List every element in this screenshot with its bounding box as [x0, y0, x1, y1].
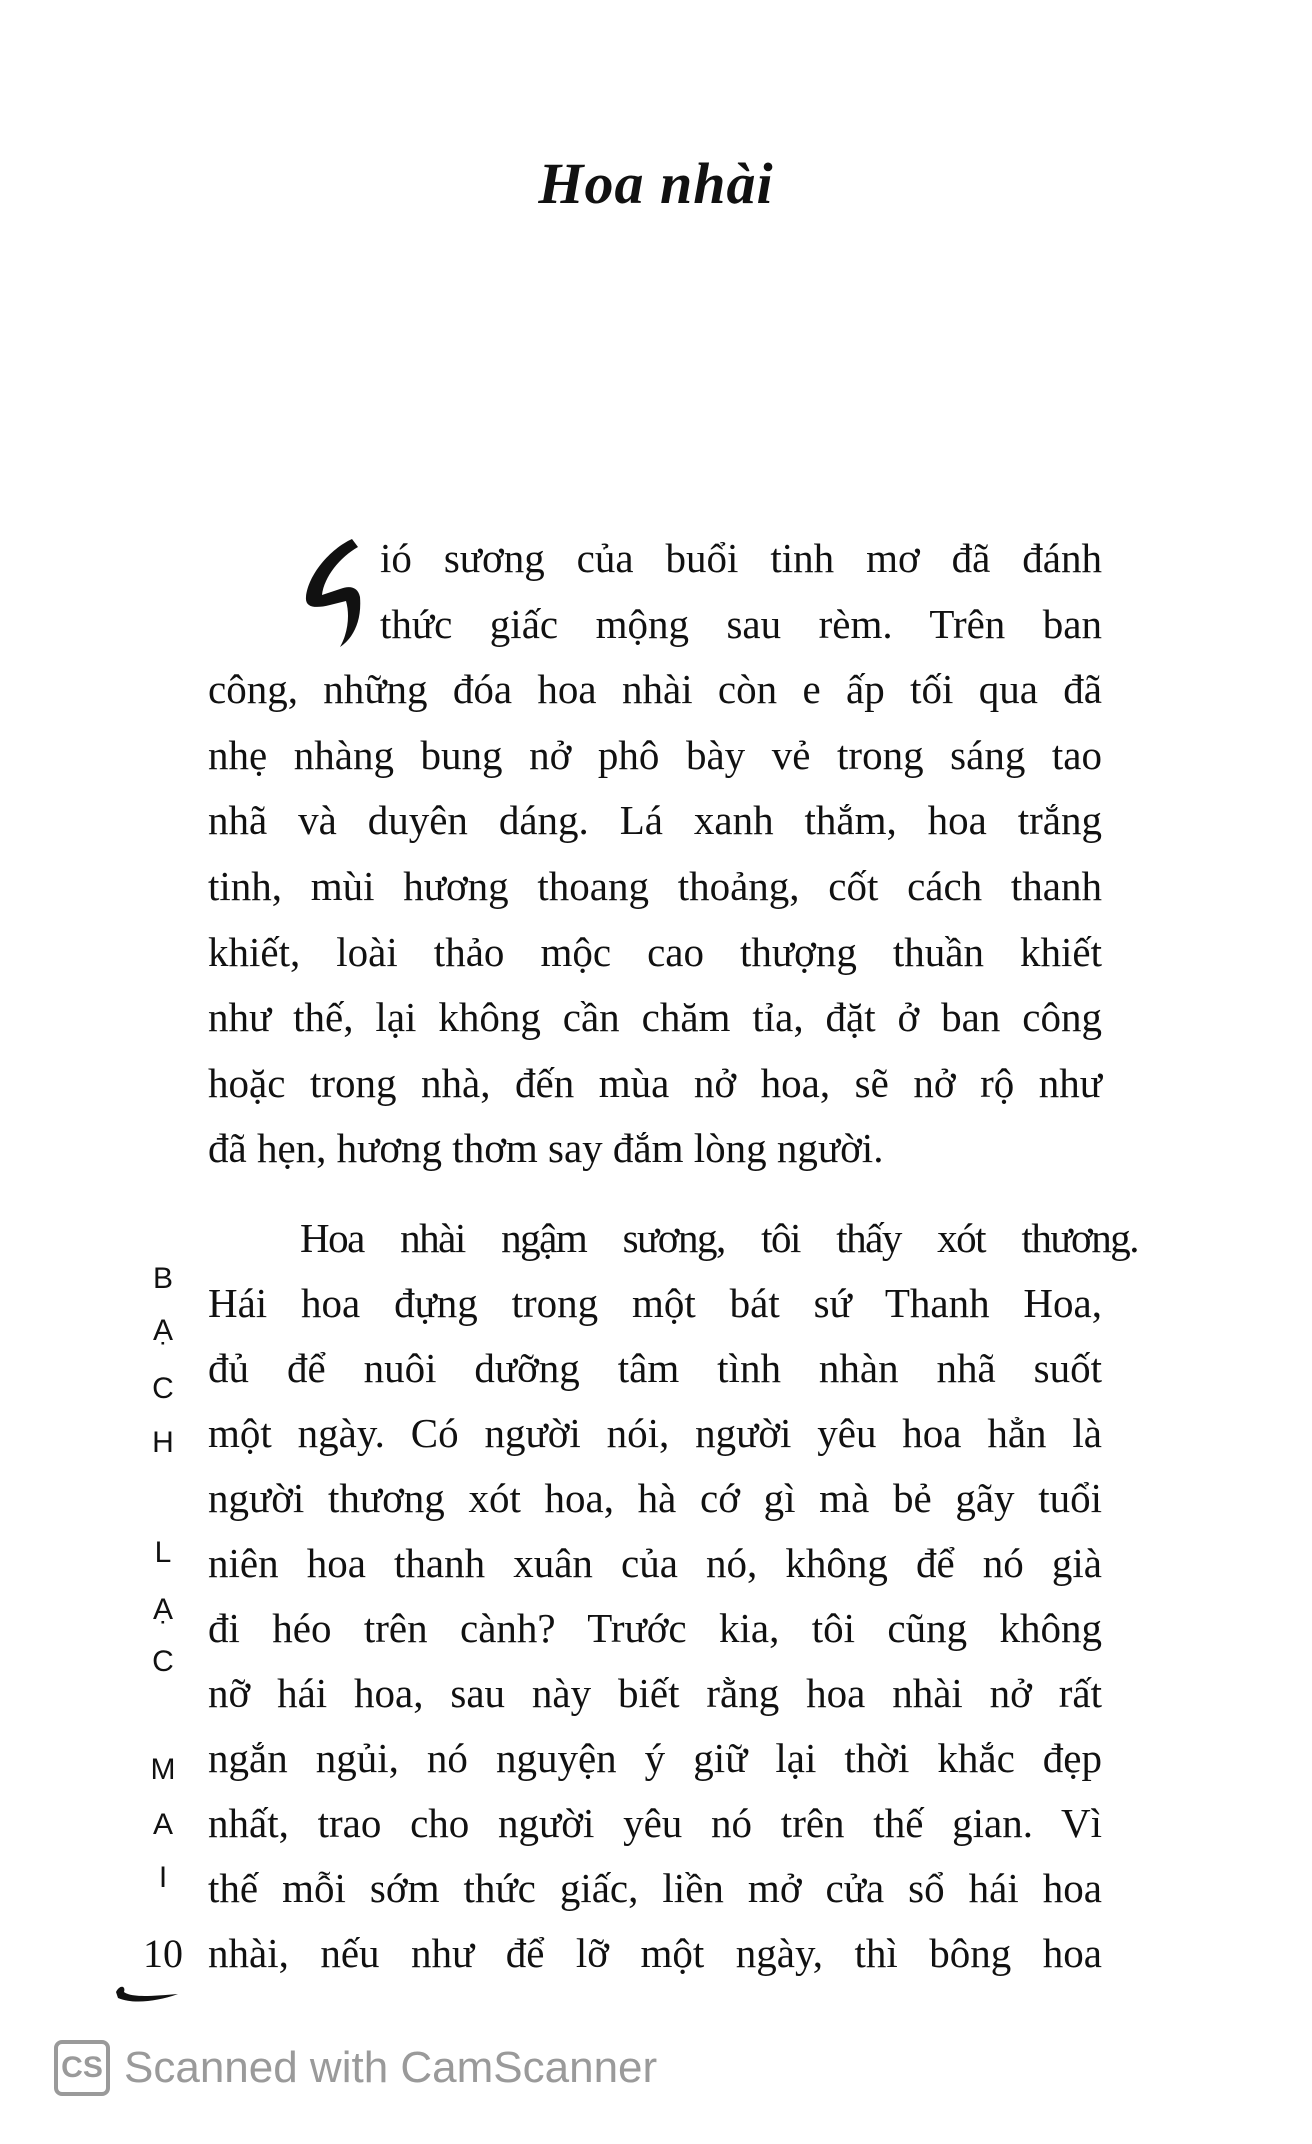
side-letter: A [152, 1808, 173, 1841]
text-line: nhất, trao cho người yêu nó trên thế gian. Vì [208, 1800, 1102, 1846]
camscanner-watermark [54, 2040, 657, 2096]
side-letter: Ạ [152, 1314, 173, 1347]
text-line: công, những đóa hoa nhài còn e ấp tối qua đã [208, 666, 1102, 713]
text-line: nhã và duyên dáng. Lá xanh thắm, hoa trắng [208, 797, 1102, 844]
watermark-text: Scanned with CamScanner [124, 2043, 658, 2092]
text-line: niên hoa thanh xuân của nó, không để nó già [208, 1540, 1102, 1586]
text-line: hoặc trong nhà, đến mùa nở hoa, sẽ nở rộ như [208, 1059, 1102, 1106]
text-line: ió sương của buổi tinh mơ đã đánh [380, 535, 1102, 581]
swash-ornament [112, 1982, 182, 2006]
side-letter: H [152, 1426, 174, 1459]
text-line: đi héo trên cành? Trước kia, tôi cũng không [208, 1605, 1102, 1651]
text-line: ngắn ngủi, nó nguyện ý giữ lại thời khắc đẹp [208, 1735, 1102, 1781]
text-line: Hoa nhài ngậm sương, tôi thấy xót thương. [300, 1215, 1138, 1261]
drop-cap-g [300, 535, 380, 655]
text-line: một ngày. Có người nói, người yêu hoa hẳn là [208, 1410, 1102, 1456]
side-letter: L [154, 1536, 172, 1569]
text-line: thế mỗi sớm thức giấc, liền mở cửa sổ hái hoa [208, 1865, 1102, 1911]
text-line: đã hẹn, hương thơm say đắm lòng người. [208, 1125, 884, 1172]
side-letter: M [150, 1753, 176, 1786]
page-number: 10 [143, 1931, 183, 1976]
text-line: như thế, lại không cần chăm tỉa, đặt ở ban công [208, 994, 1102, 1041]
side-letter: B [152, 1262, 173, 1295]
camscanner-logo-icon: CS [54, 2040, 110, 2096]
side-letter: I [158, 1861, 168, 1894]
text-line: nỡ hái hoa, sau này biết rằng hoa nhài nở rất [208, 1670, 1102, 1716]
text-line: thức giấc mộng sau rèm. Trên ban [380, 600, 1102, 647]
side-letter: C [152, 1645, 174, 1678]
page-title: Hoa nhài [538, 151, 774, 216]
text-line: người thương xót hoa, hà cớ gì mà bẻ gãy tuổi [208, 1475, 1102, 1521]
side-letter: C [152, 1372, 174, 1405]
text-line: tinh, mùi hương thoang thoảng, cốt cách thanh [208, 863, 1102, 909]
text-line: khiết, loài thảo mộc cao thượng thuần khiết [208, 928, 1102, 975]
side-letter: Ạ [152, 1593, 173, 1626]
text-line: Hái hoa đựng trong một bát sứ Thanh Hoa, [208, 1280, 1102, 1326]
text-line: nhài, nếu như để lỡ một ngày, thì bông hoa [208, 1930, 1102, 1976]
text-line: đủ để nuôi dưỡng tâm tình nhàn nhã suốt [208, 1345, 1102, 1391]
text-line: nhẹ nhàng bung nở phô bày vẻ trong sáng tao [208, 731, 1102, 778]
